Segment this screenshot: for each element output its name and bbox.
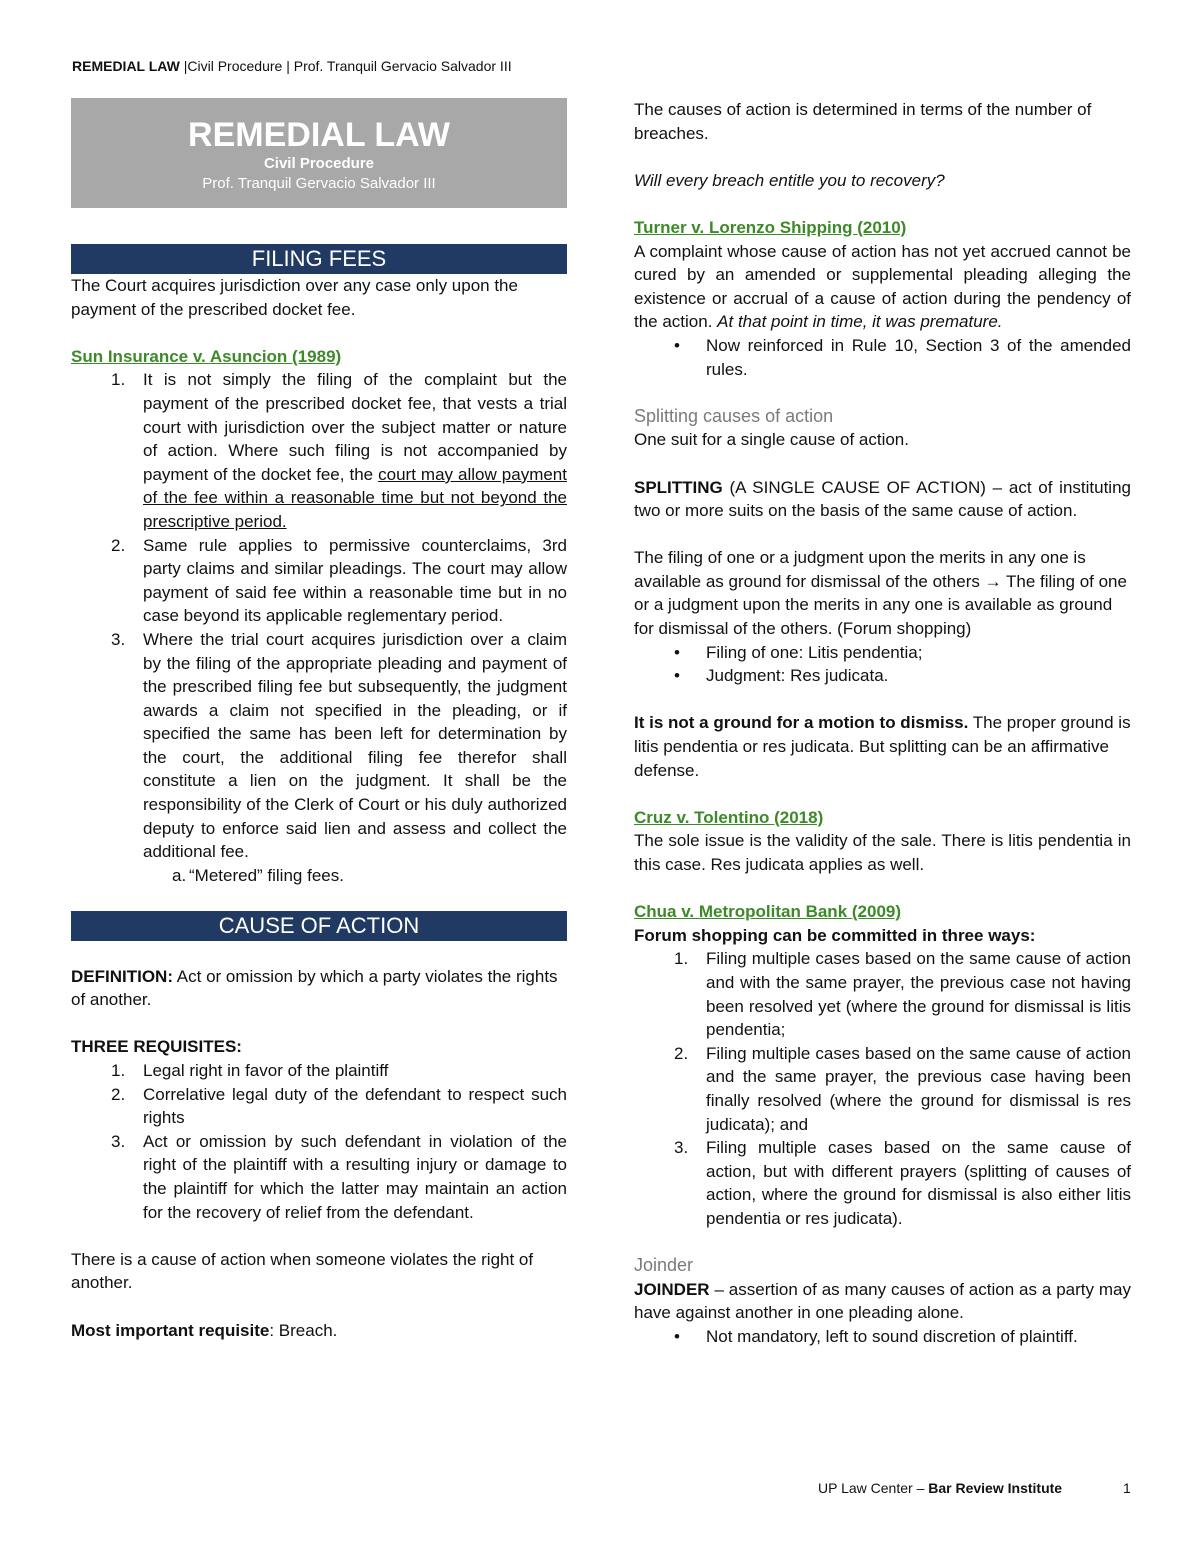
list-item-text: Same rule applies to permissive counterclaims, 3rd party claims and similar pleadings. The court may allow payment of said fee within a reasonable time but in no case beyond its applicable reglementary period. <box>143 535 567 626</box>
list-number: 2. <box>111 535 126 555</box>
list-item-text: Filing multiple cases based on the same cause of action and the same prayer, the previous case having been finally resolved (where the ground for dismissal is res judicata); and <box>706 1043 1131 1134</box>
breaches-paragraph: The causes of action is determined in terms of the number of breaches. <box>634 100 1092 143</box>
bullet-item <box>634 334 1131 381</box>
filing-fees-intro: The Court acquires jurisdiction over any case only upon the payment of the prescribed docket fee. <box>71 276 518 319</box>
left-column <box>71 98 567 1342</box>
list-item <box>71 534 567 628</box>
footer-bold: Bar Review Institute <box>928 1480 1063 1496</box>
list-item <box>634 1042 1131 1136</box>
turner-italic-text: At that point in time, it was premature. <box>717 312 1003 332</box>
splitting-definition <box>634 476 1131 523</box>
list-item <box>71 1059 567 1083</box>
list-number: 2. <box>111 1084 126 1104</box>
page-footer <box>818 1480 1131 1496</box>
case-title-cruz: Cruz v. Tolentino (2018) <box>634 807 824 827</box>
joinder-label: JOINDER <box>634 1279 710 1299</box>
doc-subtitle: Civil Procedure <box>263 155 375 172</box>
turner-paragraph <box>634 240 1131 334</box>
definition-text: Act or omission by which a party violates the rights of another. <box>71 966 558 1010</box>
definition-paragraph <box>71 965 567 1012</box>
list-item-underlined-text: court may allow payment of the fee within a reasonable time but not beyond the prescriptive period. <box>143 464 567 531</box>
list-number: 3. <box>674 1138 689 1158</box>
list-item <box>634 1136 1131 1230</box>
not-ground-paragraph <box>634 711 1131 782</box>
list-number: 1. <box>674 949 689 969</box>
splitting-label: SPLITTING <box>634 477 723 497</box>
bullet-item <box>634 1325 1131 1349</box>
bullet-text: Now reinforced in Rule 10, Section 3 of the amended rules. <box>706 335 1131 379</box>
most-important-paragraph <box>71 1319 567 1343</box>
bullet-text: Judgment: Res judicata. <box>706 666 889 686</box>
subheading-splitting: Splitting causes of action <box>634 405 834 426</box>
subheading-joinder: Joinder <box>634 1255 694 1276</box>
splitting-definition-text: (A SINGLE CAUSE OF ACTION) – act of instituting two or more suits on the basis of the same cause of action. <box>634 477 1131 521</box>
bullet-mark: • <box>674 1326 680 1346</box>
list-number: 3. <box>111 629 126 649</box>
not-ground-text: The proper ground is litis pendentia or res judicata. But splitting can be an affirmative defense. <box>634 713 1131 780</box>
cruz-paragraph: The sole issue is the validity of the sale. There is litis pendentia in this case. Res judicata applies as well. <box>634 831 1131 874</box>
forum-shopping-ways-list <box>634 947 1131 1230</box>
list-item-text: Correlative legal duty of the defendant to respect such rights <box>143 1084 567 1128</box>
list-number: 1. <box>111 1061 126 1080</box>
list-item-text: Where the trial court acquires jurisdiction over a claim by the filing of the appropriate pleading and payment of the prescribed filing fee but subsequently, the judgment awards a claim not specified in the pleading, or if specified the same has been left for determination by the court, the additional filing fee therefor shall constitute a lien on the judgment. It shall be the responsibility of the Clerk of Court or his duly authorized deputy to enforce said lien and assess and collect the additional fee. <box>143 629 567 862</box>
doc-author: Prof. Tranquil Gervacio Salvador III <box>202 175 436 192</box>
filing-one-paragraph: The filing of one or a judgment upon the merits in any one is available as ground for dismissal of the others → The filing of one or a judgment upon the merits in any one is available as ground for dismissal of the others. (Forum shopping) <box>634 548 1127 639</box>
case-title-sun-insurance: Sun Insurance v. Asuncion (1989) <box>71 346 342 366</box>
running-header <box>72 58 512 74</box>
doc-title: REMEDIAL LAW <box>188 116 450 154</box>
list-item <box>71 1083 567 1130</box>
case-title-chua: Chua v. Metropolitan Bank (2009) <box>634 902 902 922</box>
footer-left: UP Law Center – <box>818 1480 929 1496</box>
title-box <box>71 98 567 208</box>
forum-shopping-bullets <box>634 641 1131 688</box>
list-number: 3. <box>111 1131 126 1151</box>
section-heading-cause-of-action: CAUSE OF ACTION <box>71 911 567 941</box>
right-column <box>634 98 1131 1348</box>
header-rest: |Civil Procedure | Prof. Tranquil Gervacio Salvador III <box>179 58 512 74</box>
turner-bullets <box>634 334 1131 381</box>
splitting-one-suit: One suit for a single cause of action. <box>634 430 909 450</box>
list-item-text: Act or omission by such defendant in violation of the right of the plaintiff with a resulting injury or damage to the plaintiff for which the latter may maintain an action for the recovery of relief from the defendant. <box>143 1131 567 1222</box>
requisites-list <box>71 1059 567 1224</box>
sub-list-item <box>71 864 567 888</box>
not-ground-bold: It is not a ground for a motion to dismiss. <box>634 713 969 733</box>
bullet-mark: • <box>674 335 680 355</box>
list-number: 2. <box>674 1043 689 1063</box>
list-item-text: Filing multiple cases based on the same cause of action, but with different prayers (splitting of causes of action, where the ground for dismissal is also either litis pendentia or res judicata). <box>706 1138 1131 1228</box>
filing-fees-list <box>71 368 567 887</box>
list-number: 1. <box>111 370 126 390</box>
section-heading-filing-fees: FILING FEES <box>71 244 567 274</box>
bullet-mark: • <box>674 642 680 662</box>
case-title-turner: Turner v. Lorenzo Shipping (2010) <box>634 217 907 237</box>
cause-exists-paragraph: There is a cause of action when someone violates the right of another. <box>71 1249 534 1293</box>
list-item <box>71 1130 567 1224</box>
most-important-label: Most important requisite <box>71 1320 270 1340</box>
page-number: 1 <box>1123 1480 1131 1496</box>
bullet-mark: • <box>674 666 680 686</box>
turner-text: A complaint whose cause of action has not yet accrued cannot be cured by an amended or supplemental pleading alleging the existence or accrual of a cause of action during the pendency of the action. <box>634 241 1131 332</box>
list-item-text: It is not simply the filing of the complaint but the payment of the prescribed docket fee, that vests a trial court with jurisdiction over the subject matter or nature of action. Where such filing is not accompanied by payment of the docket fee, the <box>143 370 567 484</box>
forum-shopping-ways-label: Forum shopping can be committed in three ways: <box>634 925 1036 945</box>
bullet-text: Not mandatory, left to sound discretion of plaintiff. <box>706 1326 1078 1346</box>
header-bold: REMEDIAL LAW <box>72 58 180 74</box>
bullet-text: Filing of one: Litis pendentia; <box>706 642 923 662</box>
recovery-question: Will every breach entitle you to recovery? <box>634 170 945 190</box>
list-item <box>71 628 567 864</box>
requisites-label: THREE REQUISITES: <box>71 1037 242 1057</box>
list-item <box>71 368 567 533</box>
most-important-text: : Breach. <box>269 1320 338 1340</box>
list-item <box>634 947 1131 1041</box>
list-item-text: Legal right in favor of the plaintiff <box>143 1061 389 1080</box>
bullet-item <box>634 641 1131 665</box>
joinder-definition <box>634 1278 1131 1325</box>
sub-list-item-text: “Metered” filing fees. <box>189 865 344 885</box>
joinder-bullets <box>634 1325 1131 1349</box>
list-item-text: Filing multiple cases based on the same cause of action and with the same prayer, the previous case not having been resolved yet (where the ground for dismissal is litis pendentia; <box>706 949 1131 1040</box>
definition-label: DEFINITION: <box>71 966 173 986</box>
bullet-item <box>634 664 1131 688</box>
sub-list-mark: a. <box>172 865 187 885</box>
joinder-definition-text: – assertion of as many causes of action as a party may have against another in one pleading alone. <box>634 1279 1131 1323</box>
